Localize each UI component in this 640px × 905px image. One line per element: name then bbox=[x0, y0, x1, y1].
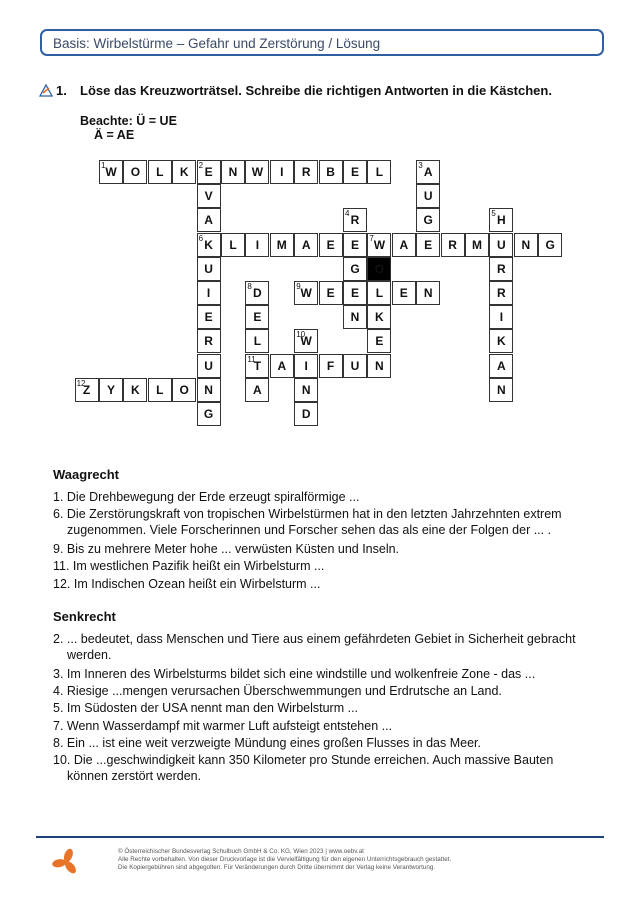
cell-letter: K bbox=[204, 237, 213, 252]
cell-letter: O bbox=[374, 261, 385, 276]
crossword-cell bbox=[197, 184, 221, 208]
clue-item bbox=[53, 666, 613, 682]
cell-letter: E bbox=[350, 165, 359, 179]
clue-number: 3 bbox=[418, 161, 423, 170]
cell-letter: A bbox=[423, 165, 433, 179]
crossword-cell bbox=[245, 281, 269, 305]
clue-item-text: Im westlichen Pazifik heißt ein Wirbelsturm ... bbox=[72, 559, 325, 574]
cell-letter: G bbox=[203, 407, 214, 421]
cell-letter: K bbox=[179, 165, 189, 179]
cell-letter: N bbox=[375, 358, 384, 373]
crossword-cell bbox=[197, 329, 221, 353]
cell-letter: U bbox=[497, 237, 506, 252]
footer-divider bbox=[36, 836, 604, 838]
cell-letter: A bbox=[399, 237, 409, 252]
cell-letter: O bbox=[179, 382, 189, 397]
note-ue: Beachte: Ü = UE bbox=[80, 114, 177, 128]
crossword-cell bbox=[392, 281, 416, 305]
crossword-cell bbox=[75, 378, 99, 402]
crossword-cell bbox=[294, 378, 318, 402]
clue-item bbox=[53, 541, 613, 557]
clue-item bbox=[53, 489, 613, 505]
cell-letter: M bbox=[472, 237, 482, 252]
crossword-cell bbox=[270, 233, 294, 257]
crossword-cell bbox=[197, 305, 221, 329]
cell-letter: O bbox=[130, 165, 141, 179]
crossword-cell bbox=[367, 233, 391, 257]
clue-item-text: Im Inneren des Wirbelsturms bildet sich eine windstille und wolkenfreie Zone - das ... bbox=[66, 666, 536, 681]
crossword-cell bbox=[148, 378, 172, 402]
clue-item-text: ... bedeutet, dass Menschen und Tiere aus einem gefährdeten Gebiet in Sicherheit gebracht bbox=[66, 632, 576, 646]
cell-letter: L bbox=[253, 334, 262, 349]
cell-letter: U bbox=[423, 189, 433, 204]
cell-letter: N bbox=[204, 382, 213, 397]
crossword-cell bbox=[221, 160, 245, 184]
crossword-grid bbox=[0, 0, 640, 440]
clue-item-text: Riesige ...mengen verursachen Überschwemmungen und Erdrutsche an Land. bbox=[66, 683, 502, 698]
crossword-cell bbox=[489, 378, 513, 402]
crossword-cell bbox=[489, 281, 513, 305]
cell-letter: W bbox=[300, 286, 312, 300]
crossword-cell bbox=[367, 160, 391, 184]
clue-item bbox=[53, 683, 613, 699]
cell-letter: N bbox=[497, 382, 506, 397]
cell-letter: F bbox=[326, 358, 335, 373]
cell-letter: E bbox=[350, 237, 359, 252]
cell-letter: I bbox=[280, 165, 284, 179]
crossword-cell bbox=[343, 208, 367, 232]
crossword-cell bbox=[148, 160, 172, 184]
crossword-cell bbox=[416, 208, 440, 232]
cell-letter: R bbox=[350, 213, 360, 228]
crossword-cell bbox=[99, 378, 123, 402]
crossword-cell bbox=[319, 281, 343, 305]
clue-number: 4 bbox=[345, 209, 350, 219]
crossword-cell bbox=[197, 208, 221, 232]
crossword-cell bbox=[343, 305, 367, 329]
footer-line-1: © Österreichischer Bundesverlag Schulbuch GmbH & Co. KG, Wien 2023 | www.oebv.at bbox=[118, 848, 364, 855]
cell-letter: L bbox=[156, 165, 164, 179]
clue-number: 8 bbox=[247, 282, 252, 291]
cell-letter: A bbox=[204, 213, 213, 228]
cell-letter: V bbox=[204, 189, 213, 204]
clue-number: 5 bbox=[491, 209, 496, 219]
clue-item bbox=[53, 718, 613, 734]
clue-number: 2 bbox=[198, 161, 204, 170]
cell-letter: E bbox=[204, 165, 213, 179]
clue-item-number: 1. bbox=[53, 490, 67, 504]
crossword-cell bbox=[197, 378, 221, 402]
crossword-cell bbox=[245, 160, 269, 184]
cell-letter: D bbox=[301, 407, 311, 421]
oebv-logo-icon bbox=[52, 848, 80, 876]
clue-item-text: Wenn Wasserdampf mit warmer Luft aufsteigt entstehen ... bbox=[66, 718, 393, 733]
crossword-cell bbox=[245, 378, 269, 402]
cell-letter: K bbox=[497, 334, 506, 349]
cell-letter: I bbox=[304, 358, 308, 373]
cell-letter: N bbox=[350, 310, 360, 325]
cell-letter: E bbox=[326, 286, 335, 300]
crossword-cell bbox=[367, 329, 391, 353]
cell-letter: R bbox=[204, 334, 213, 349]
crossword-cell bbox=[123, 160, 147, 184]
crossword-cell bbox=[197, 160, 221, 184]
cell-letter: E bbox=[326, 237, 335, 252]
crossword-cell bbox=[172, 378, 196, 402]
crossword-cell bbox=[343, 354, 367, 378]
crossword-cell bbox=[514, 233, 538, 257]
cell-letter: I bbox=[206, 286, 211, 300]
cell-letter: G bbox=[423, 213, 433, 228]
crossword-cell bbox=[294, 329, 318, 353]
clue-item-number: 11. bbox=[53, 559, 73, 574]
clue-number: 6 bbox=[198, 233, 204, 243]
cell-letter: A bbox=[301, 237, 311, 252]
crossword-cell bbox=[367, 257, 391, 281]
crossword-cell bbox=[416, 184, 440, 208]
cell-letter: G bbox=[545, 237, 555, 252]
clue-item bbox=[53, 558, 613, 574]
clue-item-text: Bis zu mehrere Meter hohe ... verwüsten Küsten und Inseln. bbox=[66, 541, 400, 556]
cell-letter: L bbox=[156, 382, 164, 397]
crossword-cell bbox=[465, 233, 489, 257]
crossword-cell bbox=[123, 378, 147, 402]
cell-letter: N bbox=[423, 286, 433, 300]
cell-letter: K bbox=[131, 382, 140, 397]
crossword-cell bbox=[319, 233, 343, 257]
cell-letter: L bbox=[375, 286, 384, 300]
cell-letter: R bbox=[448, 237, 457, 252]
crossword-cell bbox=[538, 233, 562, 257]
clue-item-number: 4. bbox=[53, 683, 67, 698]
cell-letter: H bbox=[497, 213, 506, 228]
clue-item-continuation: werden. bbox=[67, 648, 112, 662]
crossword-cell bbox=[489, 233, 513, 257]
crossword-cell bbox=[294, 160, 318, 184]
cell-letter: L bbox=[375, 165, 384, 179]
clue-item bbox=[53, 506, 613, 538]
cell-letter: E bbox=[375, 334, 384, 349]
crossword-cell bbox=[197, 281, 221, 305]
cell-letter: Z bbox=[82, 382, 91, 397]
crossword-cell bbox=[392, 233, 416, 257]
footer-line-2: Alle Rechte vorbehalten. Von dieser Druckvorlage ist die Vervielfältigung für den eigenen Unterrichtsgebrauch gestattet. bbox=[118, 856, 452, 863]
cell-letter: I bbox=[255, 237, 260, 252]
clue-item-number: 3. bbox=[53, 666, 67, 681]
cell-letter: K bbox=[375, 310, 384, 325]
clue-item-continuation: können zerstört werden. bbox=[67, 769, 202, 784]
crossword-cell bbox=[245, 305, 269, 329]
clue-number: 10 bbox=[296, 330, 306, 340]
task-text: Löse das Kreuzworträtsel. Schreibe die richtigen Antworten in die Kästchen. bbox=[80, 83, 552, 98]
clue-item-text: Die Zerstörungskraft von tropischen Wirbelstürmen hat in den letzten Jahrzehnten extrem bbox=[66, 507, 562, 522]
clue-number: 11 bbox=[247, 354, 256, 364]
crossword-cell bbox=[416, 281, 440, 305]
crossword-cell bbox=[367, 281, 391, 305]
cell-letter: G bbox=[350, 261, 360, 276]
crossword-cell bbox=[197, 354, 221, 378]
crossword-cell bbox=[294, 354, 318, 378]
crossword-cell bbox=[197, 402, 221, 426]
cell-letter: E bbox=[253, 310, 262, 325]
cell-letter: U bbox=[204, 261, 213, 276]
clue-item bbox=[53, 752, 613, 784]
cell-letter: I bbox=[499, 310, 504, 325]
cell-letter: D bbox=[253, 286, 262, 300]
clue-item-number: 8. bbox=[53, 735, 67, 750]
clue-item-text: Die Drehbewegung der Erde erzeugt spiralförmige ... bbox=[66, 490, 360, 504]
crossword-cell bbox=[294, 281, 318, 305]
crossword-cell bbox=[245, 233, 269, 257]
note-ae: Ä = AE bbox=[94, 128, 135, 142]
cell-letter: A bbox=[497, 358, 506, 373]
clue-item-number: 12. bbox=[53, 576, 74, 591]
crossword-cell bbox=[489, 208, 513, 232]
cell-letter: R bbox=[497, 261, 506, 276]
crossword-cell bbox=[416, 233, 440, 257]
crossword-cell bbox=[172, 160, 196, 184]
clue-item bbox=[53, 576, 613, 592]
cell-letter: L bbox=[229, 237, 237, 252]
cell-letter: N bbox=[301, 382, 311, 397]
clue-item-text: Die ...geschwindigkeit kann 350 Kilometer pro Stunde erreichen. Auch massive Bauten bbox=[73, 753, 554, 768]
crossword-cell bbox=[367, 305, 391, 329]
clue-item-number: 7. bbox=[53, 718, 67, 733]
cell-letter: U bbox=[350, 358, 360, 373]
crossword-cell bbox=[197, 233, 221, 257]
cell-letter: T bbox=[253, 358, 262, 373]
crossword-cell bbox=[319, 354, 343, 378]
crossword-cell bbox=[294, 402, 318, 426]
cell-letter: U bbox=[204, 358, 213, 373]
crossword-cell bbox=[319, 160, 343, 184]
clue-item-number: 6. bbox=[53, 507, 67, 522]
task-number: 1. bbox=[56, 83, 67, 98]
clue-item-text: Im Südosten der USA nennt man den Wirbelsturm ... bbox=[66, 701, 359, 716]
crossword-cell bbox=[343, 160, 367, 184]
page-title: Basis: Wirbelstürme – Gefahr und Zerstörung / Lösung bbox=[53, 36, 381, 51]
clue-item-text: Ein ... ist eine weit verzweigte Mündung eines großen Flusses in das Meer. bbox=[66, 735, 481, 750]
cell-letter: E bbox=[399, 286, 408, 300]
cell-letter: N bbox=[228, 165, 238, 179]
crossword-cell bbox=[245, 329, 269, 353]
cell-letter: A bbox=[253, 382, 262, 397]
cell-letter: E bbox=[424, 237, 433, 252]
crossword-cell bbox=[197, 257, 221, 281]
clue-item-text: Im Indischen Ozean heißt ein Wirbelsturm ... bbox=[73, 576, 321, 591]
cell-letter: Y bbox=[106, 382, 115, 397]
clue-item-number: 2. bbox=[53, 632, 67, 646]
crossword-cell bbox=[343, 281, 367, 305]
crossword-cell bbox=[489, 305, 513, 329]
cell-letter: W bbox=[251, 165, 264, 179]
crossword-cell bbox=[270, 354, 294, 378]
crossword-cell bbox=[416, 160, 440, 184]
crossword-cell bbox=[99, 160, 123, 184]
clue-item bbox=[53, 700, 613, 716]
clue-number: 12 bbox=[76, 378, 86, 388]
crossword-cell bbox=[441, 233, 465, 257]
cell-letter: N bbox=[521, 237, 531, 252]
crossword-cell bbox=[343, 233, 367, 257]
crossword-cell bbox=[221, 233, 245, 257]
clue-number: 7 bbox=[369, 233, 374, 243]
cell-letter: B bbox=[326, 165, 335, 179]
clue-item-continuation: zugenommen. Viele Forscherinnen und Forscher sehen das als eine der Folgen der ... . bbox=[67, 523, 552, 538]
crossword-cell bbox=[270, 160, 294, 184]
clue-number: 1 bbox=[101, 161, 106, 170]
cell-letter: R bbox=[497, 286, 506, 300]
cell-letter: M bbox=[276, 237, 287, 252]
cell-letter: W bbox=[300, 334, 312, 349]
crossword-cell bbox=[489, 257, 513, 281]
cell-letter: W bbox=[373, 237, 386, 252]
footer-copyright bbox=[118, 848, 451, 872]
cell-letter: E bbox=[204, 310, 213, 325]
cell-letter: E bbox=[350, 286, 359, 300]
crossword-cell bbox=[343, 257, 367, 281]
crossword-cell bbox=[489, 354, 513, 378]
crossword-cell bbox=[294, 233, 318, 257]
across-title: Waagrecht bbox=[53, 467, 119, 482]
clue-number: 9 bbox=[296, 282, 301, 291]
clue-item-number: 9. bbox=[53, 541, 67, 556]
down-title: Senkrecht bbox=[53, 609, 116, 624]
crossword-cell bbox=[245, 354, 269, 378]
cell-letter: W bbox=[105, 165, 117, 179]
cell-letter: A bbox=[277, 358, 287, 373]
footer-line-3: Die Kopiergebühren sind abgegolten. Für Veränderungen durch Dritte übernimmt der Verlag keine Verantwortung. bbox=[118, 864, 436, 871]
crossword-cell bbox=[367, 354, 391, 378]
clue-item-number: 10. bbox=[53, 753, 74, 768]
cell-letter: R bbox=[301, 165, 311, 179]
clue-item bbox=[53, 631, 613, 663]
clue-item bbox=[53, 735, 613, 751]
clue-item-number: 5. bbox=[53, 701, 67, 716]
crossword-cell bbox=[489, 329, 513, 353]
